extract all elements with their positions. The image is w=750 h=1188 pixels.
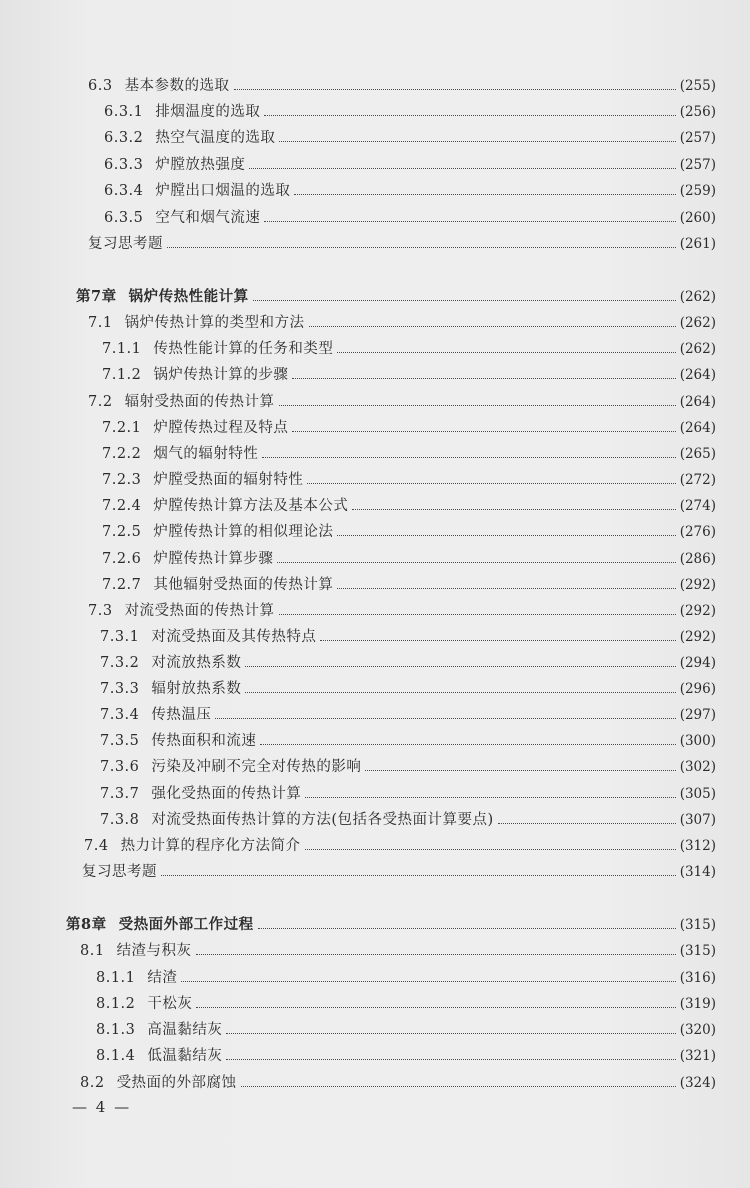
toc-entry-review — [88, 234, 716, 254]
toc-entry-number: 7.3.3 — [100, 681, 140, 697]
toc-entry — [88, 313, 716, 333]
dot-leader — [215, 705, 675, 719]
toc-entry-page: (315) — [679, 943, 716, 959]
toc-entry-number: 8.1.4 — [96, 1048, 136, 1064]
toc-entry-number: 6.3.3 — [104, 157, 144, 173]
toc-entry-number: 7.3.2 — [100, 655, 140, 671]
toc-entry-number: 8.1.3 — [96, 1022, 136, 1038]
toc-entry — [84, 836, 716, 856]
toc-entry-number: 7.2.1 — [102, 420, 142, 436]
toc-entry-title: 受热面外部工作过程 — [118, 916, 254, 933]
dot-leader — [196, 994, 675, 1008]
dot-leader — [181, 968, 675, 982]
toc-entry — [88, 76, 716, 96]
toc-entry-title: 干松灰 — [147, 996, 193, 1012]
toc-entry-number: 7.3 — [88, 603, 113, 619]
toc-entry-number: 7.2 — [88, 394, 113, 410]
toc-entry-title: 其他辐射受热面的传热计算 — [153, 577, 334, 593]
dot-leader — [245, 653, 675, 667]
toc-entry — [104, 102, 716, 122]
dot-leader — [292, 418, 675, 432]
toc-entry-title: 强化受热面的传热计算 — [151, 786, 302, 802]
toc-entry — [88, 601, 716, 621]
toc-entry-number: 6.3.5 — [104, 210, 144, 226]
toc-entry-number: 7.1 — [88, 315, 113, 331]
toc-entry-number: 7.3.8 — [100, 812, 140, 828]
toc-entry-number: 7.2.5 — [102, 524, 142, 540]
toc-entry-title: 烟气的辐射特性 — [153, 446, 259, 462]
dot-leader — [279, 601, 676, 615]
toc-entry-title: 炉膛出口烟温的选取 — [155, 183, 291, 199]
toc-entry-page: (292) — [679, 603, 716, 619]
toc-entry — [102, 470, 716, 490]
toc-entry — [104, 155, 716, 175]
toc-entry-title: 对流放热系数 — [151, 655, 242, 671]
toc-entry-page: (276) — [679, 524, 716, 540]
toc-entry-page: (255) — [679, 78, 716, 94]
toc-entry-title: 对流受热面的传热计算 — [124, 603, 275, 619]
toc-entry-page: (256) — [679, 104, 716, 120]
dot-leader — [262, 444, 675, 458]
toc-entry-page: (296) — [679, 681, 716, 697]
dot-leader — [234, 76, 676, 90]
toc-entry-number: 6.3.4 — [104, 183, 144, 199]
toc-entry-number: 7.4 — [84, 838, 109, 854]
toc-entry-page: (264) — [679, 420, 716, 436]
toc-entry — [102, 549, 716, 569]
toc-entry-page: (320) — [679, 1022, 716, 1038]
toc-entry — [100, 757, 716, 777]
toc-entry-title: 辐射受热面的传热计算 — [124, 394, 275, 410]
dot-leader — [253, 287, 676, 301]
toc-entry-title: 结渣与积灰 — [116, 943, 192, 959]
toc-entry-title: 结渣 — [147, 970, 178, 986]
toc-entry-page: (305) — [679, 786, 716, 802]
toc-entry-number: 7.2.4 — [102, 498, 142, 514]
dot-leader — [196, 941, 676, 955]
dot-leader — [305, 836, 676, 850]
toc-entry-page: (314) — [679, 864, 716, 880]
toc-entry — [102, 444, 716, 464]
dot-leader — [258, 915, 676, 929]
toc-entry — [88, 392, 716, 412]
toc-entry-title: 低温黏结灰 — [147, 1048, 223, 1064]
dot-leader — [337, 339, 675, 353]
dot-leader — [167, 234, 676, 248]
toc-entry-page: (257) — [679, 157, 716, 173]
dot-leader — [498, 810, 676, 824]
toc-entry-title: 热空气温度的选取 — [155, 130, 276, 146]
toc-entry-title: 锅炉传热计算的步骤 — [153, 367, 289, 383]
toc-entry — [102, 418, 716, 438]
dot-leader — [249, 155, 675, 169]
toc-entry — [102, 365, 716, 385]
toc-entry — [100, 679, 716, 699]
toc-entry-number: 7.3.7 — [100, 786, 140, 802]
dot-leader — [305, 784, 675, 798]
toc-entry-title: 炉膛受热面的辐射特性 — [153, 472, 304, 488]
toc-entry-page: (292) — [679, 577, 716, 593]
toc-entry-number: 6.3 — [88, 78, 113, 94]
toc-entry-page: (262) — [679, 289, 716, 305]
toc-entry-page: (262) — [679, 315, 716, 331]
toc-entry-page: (316) — [679, 970, 716, 986]
toc-entry-page: (324) — [679, 1075, 716, 1091]
toc-entry — [96, 994, 716, 1014]
toc-chapter — [66, 915, 716, 935]
toc-entry-title: 复习思考题 — [88, 236, 163, 252]
dot-leader — [264, 208, 675, 222]
toc-entry-page: (264) — [679, 394, 716, 410]
toc-entry-title: 受热面的外部腐蚀 — [116, 1075, 237, 1091]
toc-entry — [96, 1020, 716, 1040]
dot-leader — [279, 392, 676, 406]
toc-entry-page: (272) — [679, 472, 716, 488]
toc-entry-review — [82, 862, 716, 882]
toc-entry — [102, 496, 716, 516]
dot-leader — [226, 1046, 675, 1060]
toc-entry-number: 7.3.4 — [100, 707, 140, 723]
toc-entry-title: 炉膛传热计算的相似理论法 — [153, 524, 334, 540]
toc-entry — [104, 128, 716, 148]
toc-entry-title: 对流受热面传热计算的方法(包括各受热面计算要点) — [151, 812, 494, 828]
toc-entry-number: 8.1.2 — [96, 996, 136, 1012]
toc-entry — [100, 653, 716, 673]
toc-entry-title: 炉膛传热计算步骤 — [153, 551, 274, 567]
toc-entry — [100, 810, 716, 830]
toc-entry-number: 7.2.7 — [102, 577, 142, 593]
dot-leader — [307, 470, 675, 484]
toc-entry-number: 6.3.1 — [104, 104, 144, 120]
toc-entry-page: (265) — [679, 446, 716, 462]
toc-entry-title: 高温黏结灰 — [147, 1022, 223, 1038]
toc-entry-page: (260) — [679, 210, 716, 226]
toc-entry-page: (292) — [679, 629, 716, 645]
toc-entry-page: (302) — [679, 759, 716, 775]
dot-leader — [279, 128, 675, 142]
toc-entry-title: 传热温压 — [151, 707, 212, 723]
toc-entry-page: (262) — [679, 341, 716, 357]
toc-entry-number: 7.2.2 — [102, 446, 142, 462]
toc-entry-title: 空气和烟气流速 — [155, 210, 261, 226]
toc-entry-number: 第7章 — [76, 288, 117, 305]
dot-leader — [365, 757, 675, 771]
toc-entry-number: 7.1.1 — [102, 341, 142, 357]
toc-entry-page: (274) — [679, 498, 716, 514]
toc-entry-title: 基本参数的选取 — [124, 78, 230, 94]
toc-chapter — [76, 287, 716, 307]
toc-entry-page: (257) — [679, 130, 716, 146]
toc-entry-page: (307) — [679, 812, 716, 828]
toc-entry-page: (297) — [679, 707, 716, 723]
toc-entry-title: 辐射放热系数 — [151, 681, 242, 697]
dot-leader — [277, 549, 675, 563]
dot-leader — [241, 1073, 676, 1087]
toc-entry — [100, 731, 716, 751]
toc-entry-number: 7.1.2 — [102, 367, 142, 383]
dot-leader — [264, 102, 675, 116]
toc-entry-title: 对流受热面及其传热特点 — [151, 629, 317, 645]
dot-leader — [309, 313, 676, 327]
dot-leader — [320, 627, 675, 641]
toc-entry-title: 锅炉传热性能计算 — [128, 288, 249, 305]
toc-entry-page: (259) — [679, 183, 716, 199]
toc-entry — [80, 1073, 716, 1093]
dot-leader — [226, 1020, 675, 1034]
toc-entry-title: 复习思考题 — [82, 864, 157, 880]
toc-entry — [100, 784, 716, 804]
toc-entry — [96, 968, 716, 988]
dot-leader — [352, 496, 675, 510]
dot-leader — [260, 731, 675, 745]
toc-entry-page: (286) — [679, 551, 716, 567]
page-number: — 4 — — [72, 1098, 132, 1116]
toc-entry — [96, 1046, 716, 1066]
dot-leader — [161, 862, 676, 876]
toc-entry-page: (321) — [679, 1048, 716, 1064]
toc-entry-page: (264) — [679, 367, 716, 383]
dot-leader — [292, 365, 675, 379]
toc-entry-number: 8.1 — [80, 943, 105, 959]
toc-entry-title: 炉膛传热计算方法及基本公式 — [153, 498, 349, 514]
toc-entry-title: 传热面积和流速 — [151, 733, 257, 749]
toc-entry-number: 8.1.1 — [96, 970, 136, 986]
dot-leader — [294, 181, 675, 195]
dot-leader — [337, 522, 675, 536]
toc-entry-title: 炉膛放热强度 — [155, 157, 246, 173]
toc-entry-number: 7.3.5 — [100, 733, 140, 749]
toc-entry-page: (315) — [679, 917, 716, 933]
toc-entry — [100, 627, 716, 647]
toc-entry-title: 炉膛传热过程及特点 — [153, 420, 289, 436]
toc-entry-page: (312) — [679, 838, 716, 854]
dot-leader — [337, 575, 675, 589]
toc-entry-page: (319) — [679, 996, 716, 1012]
toc-entry — [104, 208, 716, 228]
toc-entry-number: 第8章 — [66, 916, 107, 933]
toc-entry — [102, 522, 716, 542]
toc-entry-number: 7.2.6 — [102, 551, 142, 567]
toc-entry-page: (300) — [679, 733, 716, 749]
toc-entry-number: 6.3.2 — [104, 130, 144, 146]
toc-entry-number: 7.3.1 — [100, 629, 140, 645]
toc-entry — [102, 339, 716, 359]
toc-entry-page: (261) — [679, 236, 716, 252]
toc-entry-title: 排烟温度的选取 — [155, 104, 261, 120]
toc-entry — [104, 181, 716, 201]
toc-entry — [102, 575, 716, 595]
dot-leader — [245, 679, 675, 693]
toc-entry-title: 锅炉传热计算的类型和方法 — [124, 315, 305, 331]
toc-entry-title: 热力计算的程序化方法简介 — [120, 838, 301, 854]
toc-entry-number: 8.2 — [80, 1075, 105, 1091]
toc-entry-title: 污染及冲刷不完全对传热的影响 — [151, 759, 362, 775]
toc-entry-title: 传热性能计算的任务和类型 — [153, 341, 334, 357]
toc-entry-number: 7.3.6 — [100, 759, 140, 775]
toc-entry — [100, 705, 716, 725]
toc-entry-number: 7.2.3 — [102, 472, 142, 488]
toc-entry — [80, 941, 716, 961]
toc-entry-page: (294) — [679, 655, 716, 671]
